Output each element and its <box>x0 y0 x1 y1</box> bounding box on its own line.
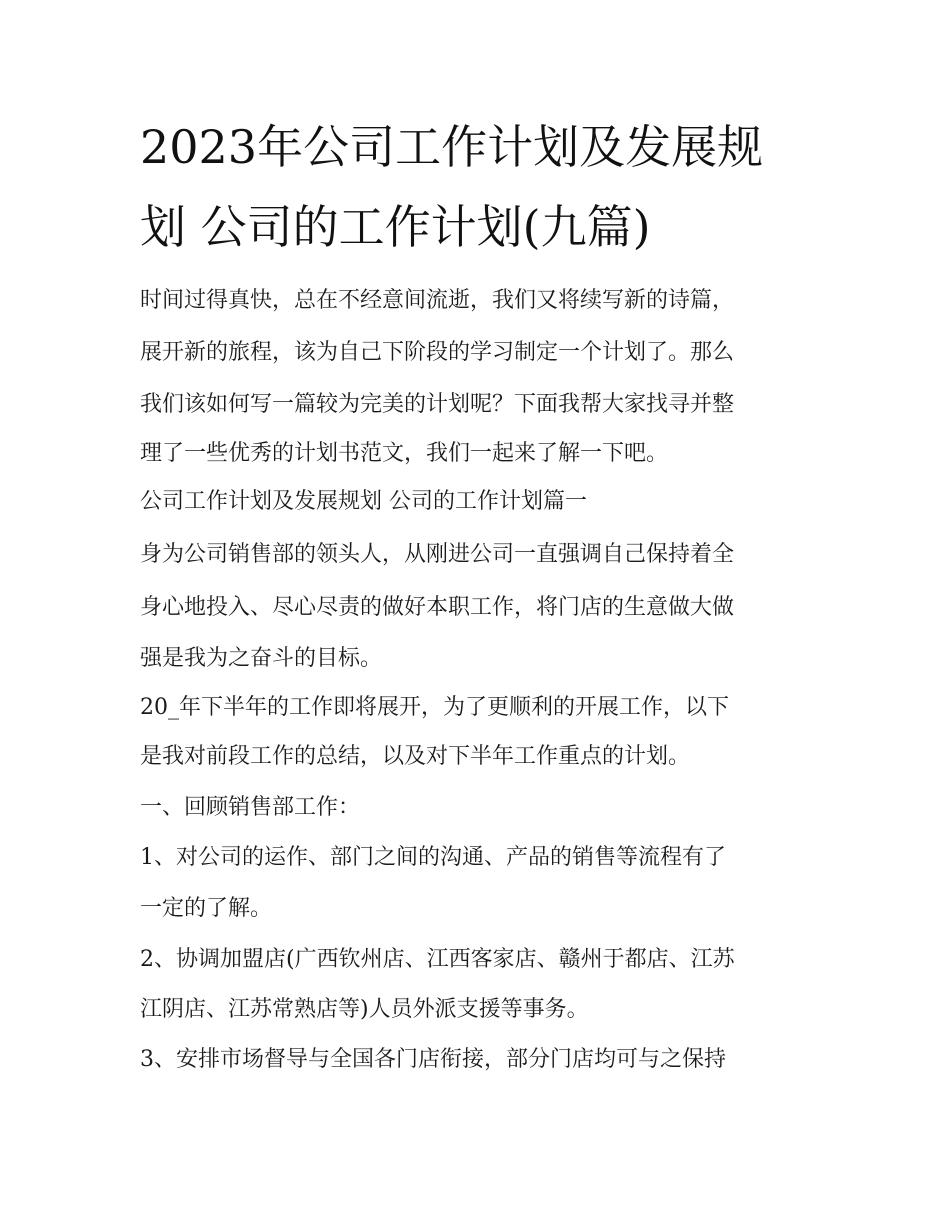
document-title-line-1: 2023年公司工作计划及发展规 <box>140 120 764 174</box>
document-title-line-2: 划 公司的工作计划(九篇) <box>140 200 651 254</box>
list-heading: 一、回顾销售部工作： <box>140 795 361 820</box>
body-line-1: 时间过得真快，总在不经意间流逝，我们又将续写新的诗篇， <box>140 288 735 313</box>
body-line-9: 20_年下半年的工作即将展开，为了更顺利的开展工作，以下 <box>140 695 729 720</box>
list-item-2-line-1: 2、协调加盟店(广西钦州店、江西客家店、赣州于都店、江苏 <box>140 947 735 972</box>
list-item-2-line-2: 江阴店、江苏常熟店等)人员外派支援等事务。 <box>140 997 589 1022</box>
body-line-8: 强是我为之奋斗的目标。 <box>140 646 383 671</box>
body-line-10: 是我对前段工作的总结，以及对下半年工作重点的计划。 <box>140 744 691 769</box>
body-line-6: 身为公司销售部的领头人，从刚进公司一直强调自己保持着全 <box>140 542 735 567</box>
list-item-1-line-1: 1、对公司的运作、部门之间的沟通、产品的销售等流程有了 <box>140 845 726 870</box>
body-line-2: 展开新的旅程，该为自己下阶段的学习制定一个计划了。那么 <box>140 340 735 365</box>
body-line-7: 身心地投入、尽心尽责的做好本职工作，将门店的生意做大做 <box>140 595 735 620</box>
body-line-3: 我们该如何写一篇较为完美的计划呢？下面我帮大家找寻并整 <box>140 392 735 417</box>
section-heading-1: 公司工作计划及发展规划 公司的工作计划篇一 <box>140 489 587 514</box>
list-item-1-line-2: 一定的了解。 <box>140 896 273 921</box>
body-line-4: 理了一些优秀的计划书范文，我们一起来了解一下吧。 <box>140 441 669 466</box>
list-item-3-line-1: 3、安排市场督导与全国各门店衔接，部分门店均可与之保持 <box>140 1047 726 1072</box>
